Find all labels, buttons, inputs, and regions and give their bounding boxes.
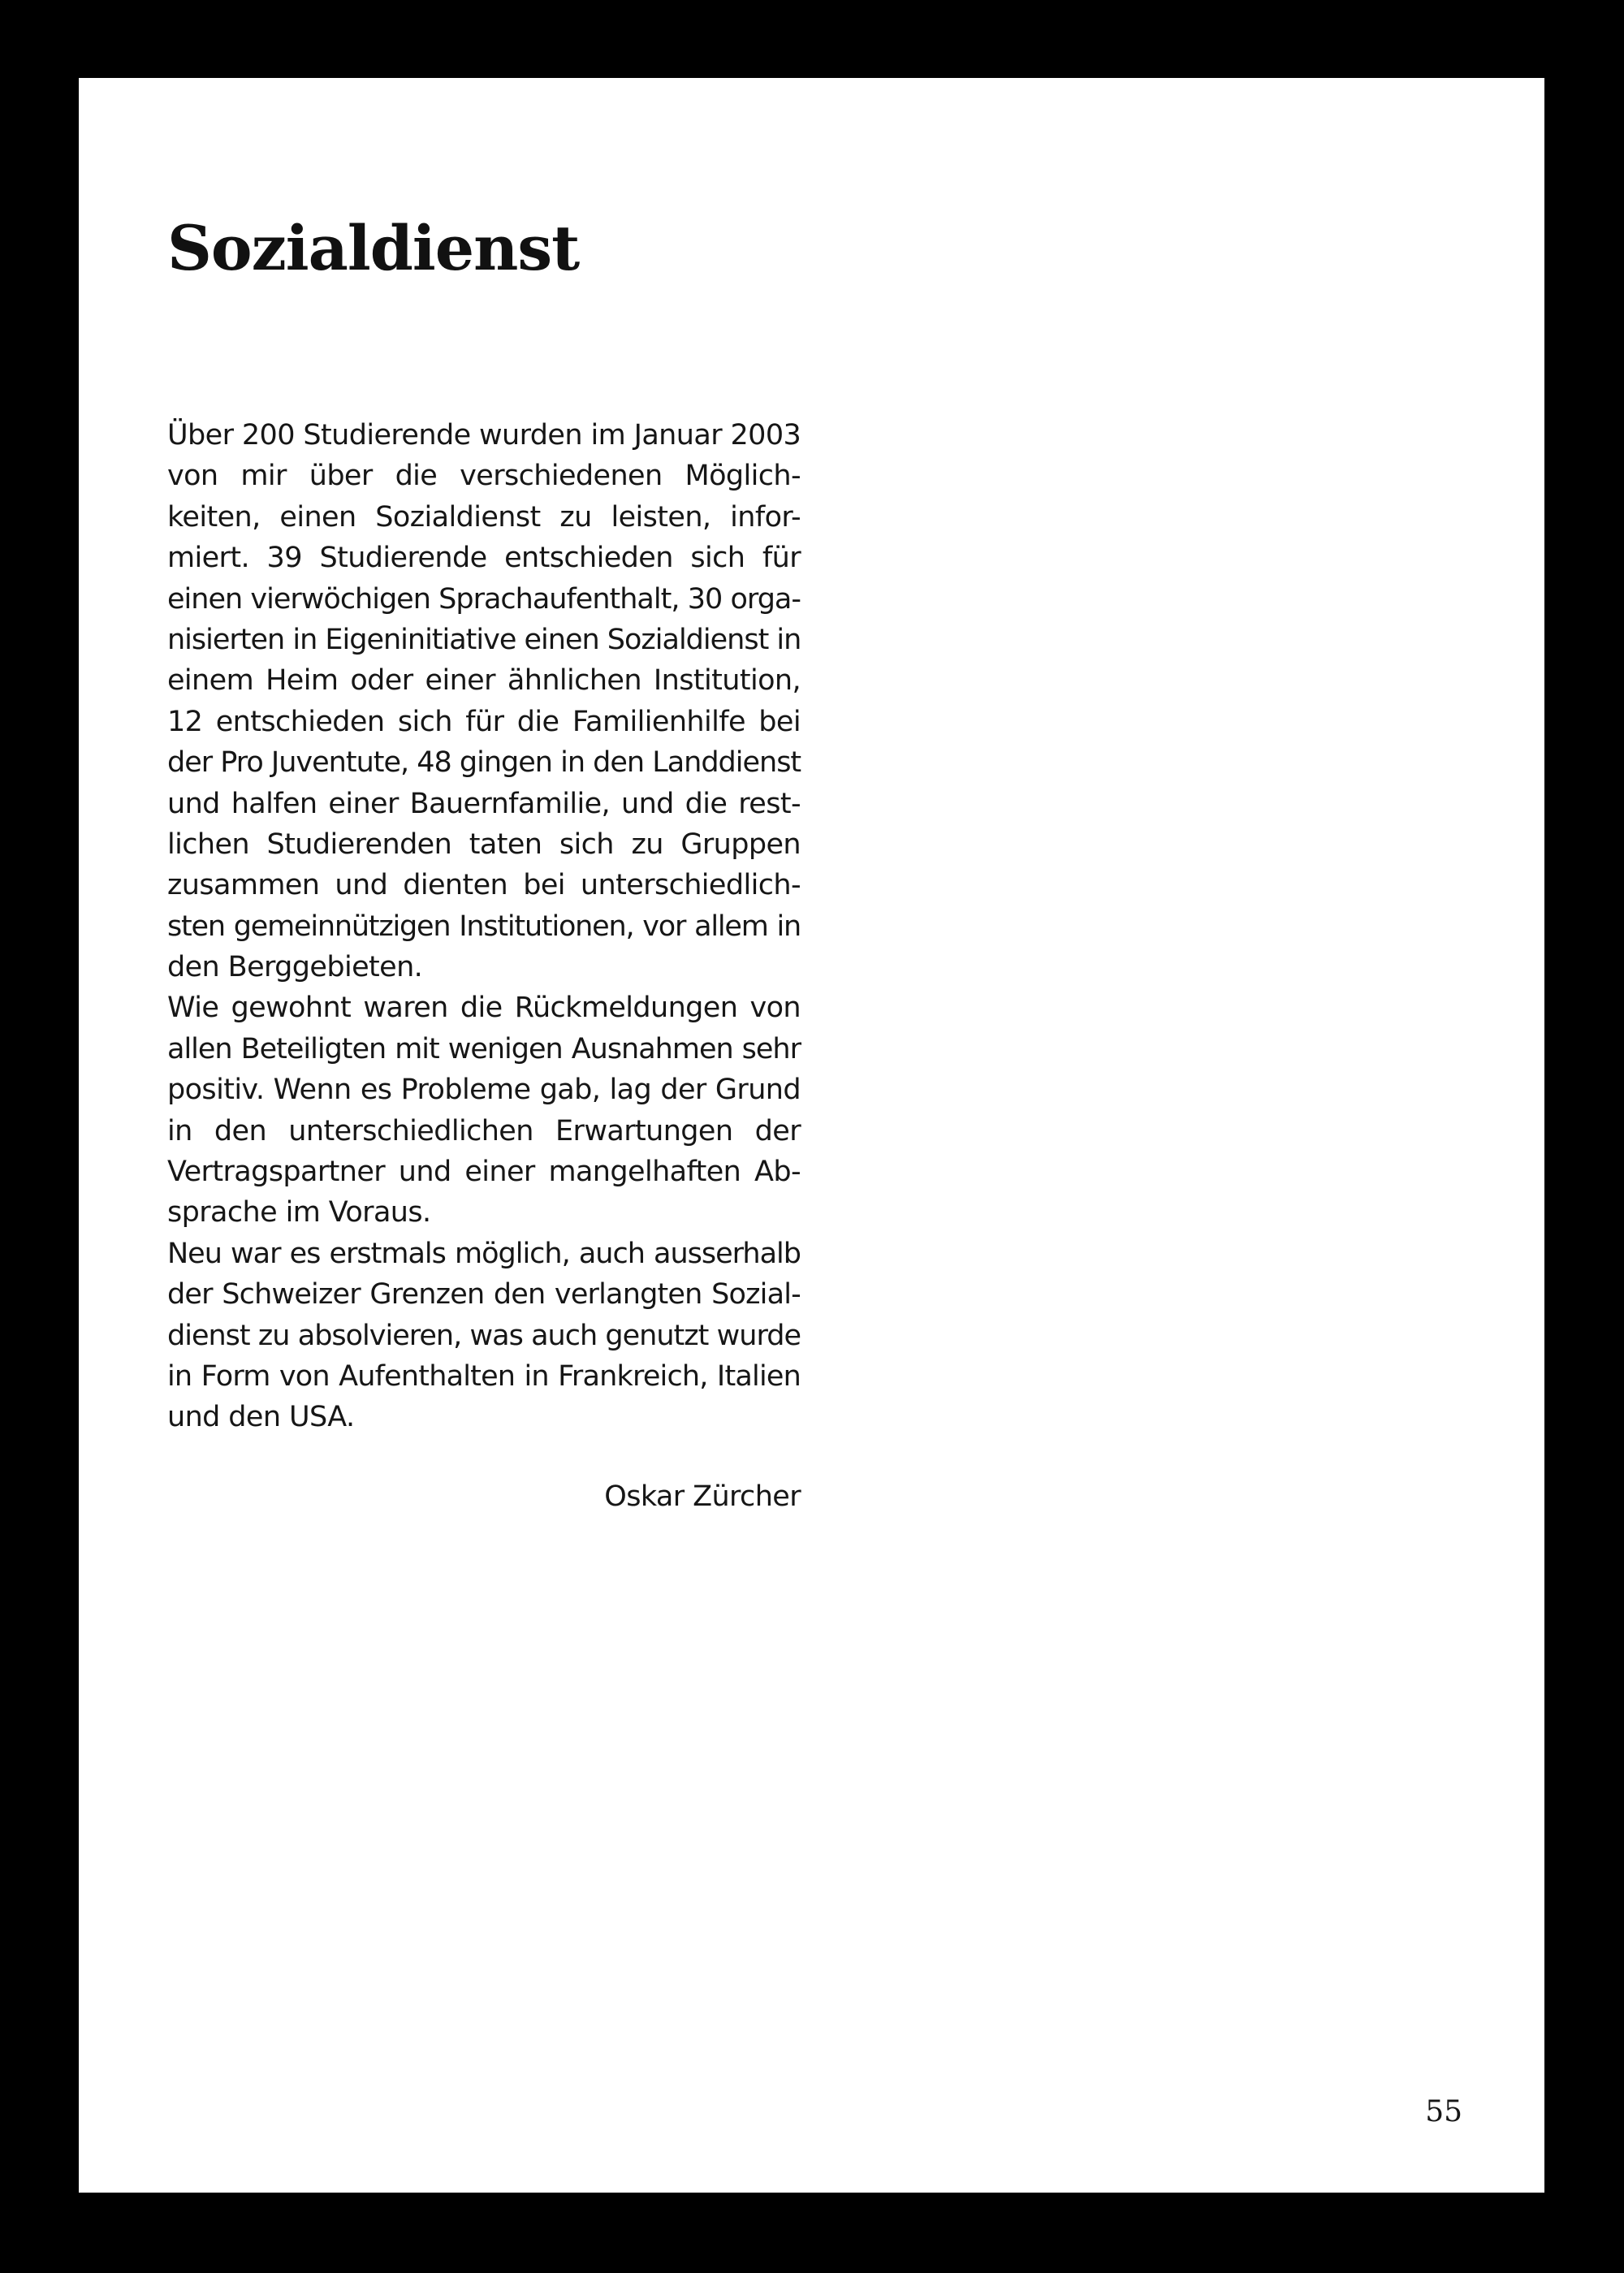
body-line: zusammen und dienten bei unterschiedlich-	[167, 869, 801, 902]
body-line: nisierten in Eigeninitiative einen Sozialdienst in	[167, 623, 801, 656]
body-line: Über 200 Studierende wurden im Januar 2003	[167, 419, 801, 452]
document-page	[79, 78, 1544, 2193]
body-line: dienst zu absolvieren, was auch genutzt wurde	[167, 1319, 801, 1352]
body-line: allen Beteiligten mit wenigen Ausnahmen sehr	[167, 1032, 801, 1065]
body-line: der Pro Juventute, 48 gingen in den Landdienst	[167, 746, 801, 780]
body-line: der Schweizer Grenzen den verlangten Sozial-	[167, 1278, 801, 1312]
body-line: in Form von Aufenthalten in Frankreich, Italien	[167, 1359, 801, 1393]
body-line: und halfen einer Bauernfamilie, und die rest-	[167, 787, 801, 820]
author-signature: Oskar Zürcher	[604, 1480, 801, 1513]
body-line: den Berggebieten.	[167, 951, 423, 984]
body-line: sprache im Voraus.	[167, 1196, 431, 1229]
page-number: 55	[1425, 2095, 1462, 2128]
body-line: sten gemeinnützigen Institutionen, vor allem in	[167, 910, 801, 943]
body-line: von mir über die verschiedenen Möglich-	[167, 460, 801, 493]
body-line: in den unterschiedlichen Erwartungen der	[167, 1114, 801, 1147]
body-line: Vertragspartner und einer mangelhaften Ab-	[167, 1156, 801, 1189]
body-line: 12 entschieden sich für die Familienhilfe bei	[167, 705, 801, 738]
body-line: lichen Studierenden taten sich zu Gruppen	[167, 828, 801, 861]
body-line: positiv. Wenn es Probleme gab, lag der Grund	[167, 1074, 801, 1107]
body-line: Wie gewohnt waren die Rückmeldungen von	[167, 992, 801, 1025]
body-line: keiten, einen Sozialdienst zu leisten, infor-	[167, 500, 801, 534]
body-line: einem Heim oder einer ähnlichen Institution,	[167, 664, 801, 698]
body-text	[167, 415, 801, 1438]
body-line: Neu war es erstmals möglich, auch ausserhalb	[167, 1237, 801, 1270]
page-title: Sozialdienst	[167, 212, 580, 284]
body-line: und den USA.	[167, 1401, 355, 1434]
body-line: einen vierwöchigen Sprachaufenthalt, 30 orga-	[167, 582, 801, 616]
body-line: miert. 39 Studierende entschieden sich für	[167, 542, 801, 575]
